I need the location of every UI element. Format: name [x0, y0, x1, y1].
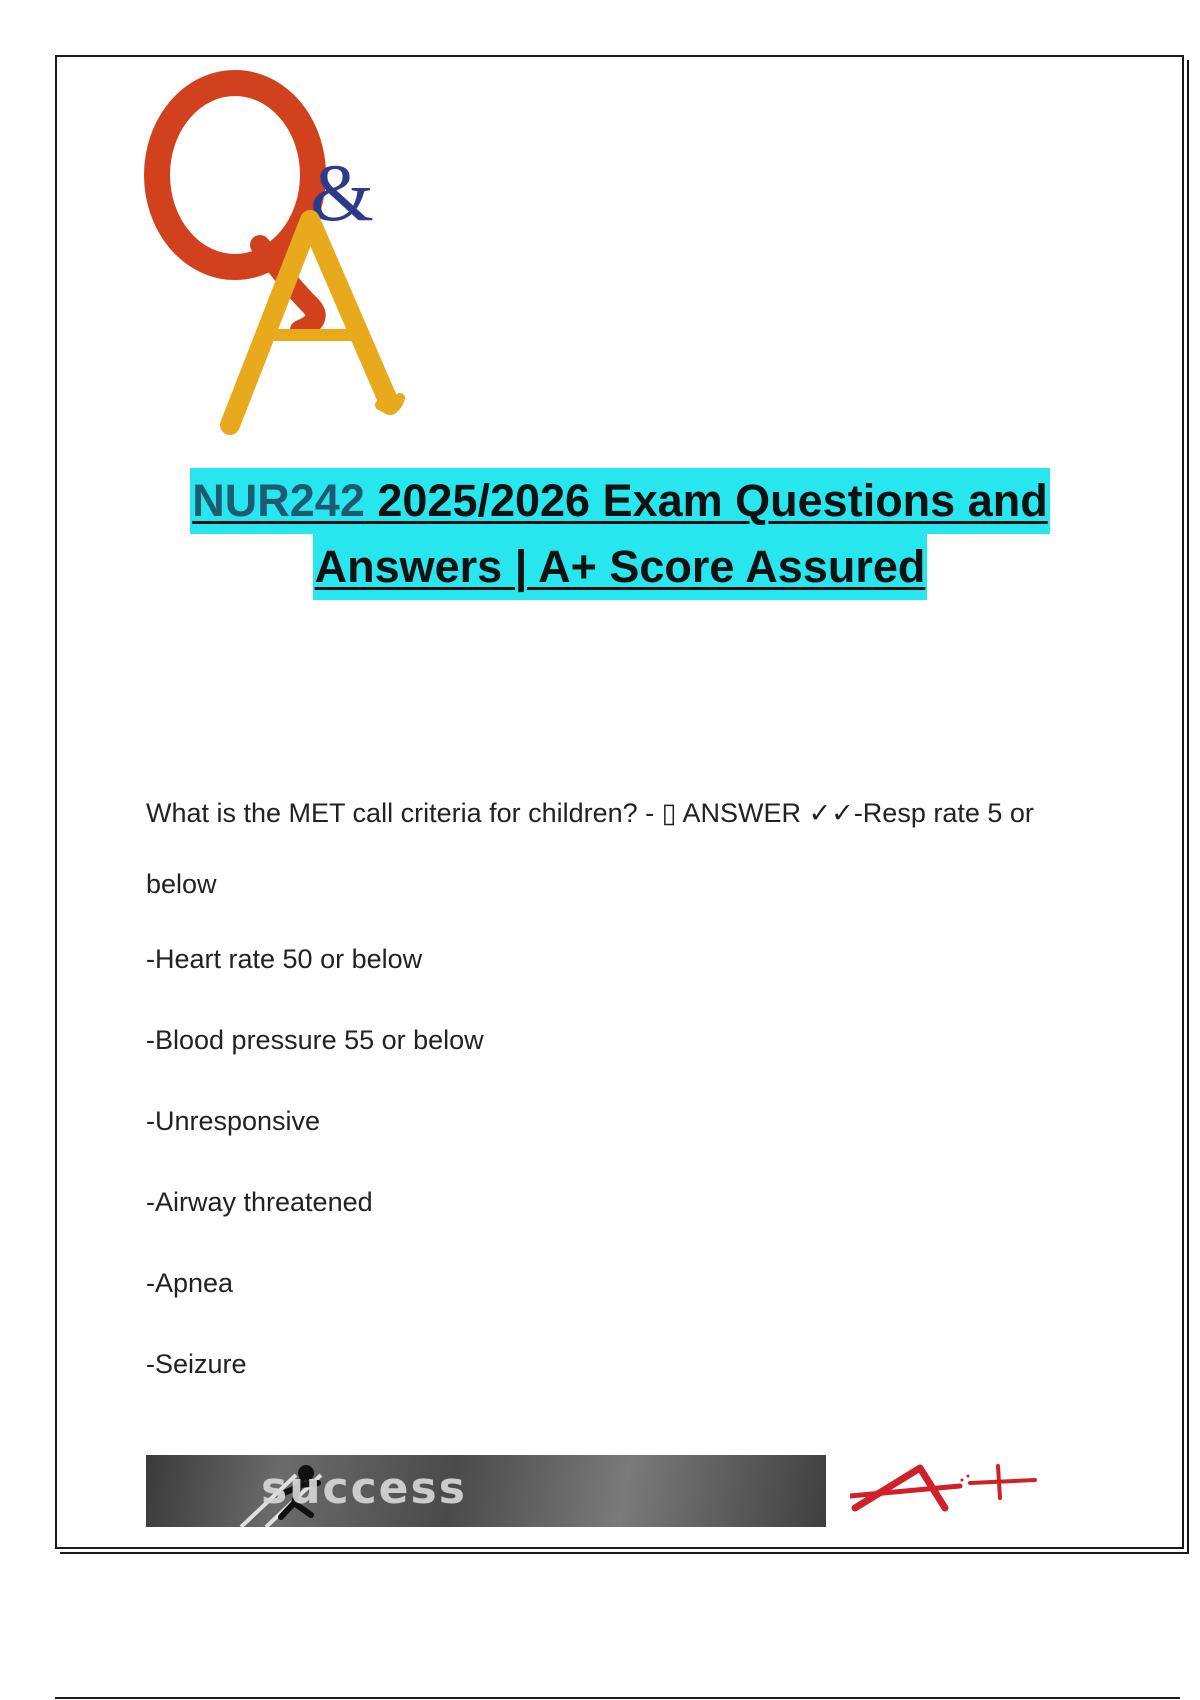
logo-ampersand: &: [310, 147, 374, 238]
answer-item: -Airway threatened: [146, 1187, 373, 1217]
document-title: [60, 468, 1180, 600]
qa-logo: [140, 70, 440, 470]
title-line-2: Answers | A+ Score Assured: [313, 534, 928, 600]
title-line-1-text: 2025/2026 Exam Questions and: [364, 475, 1048, 526]
answer-first-item: -Resp rate 5 or below: [146, 798, 1034, 899]
answer-item: -Unresponsive: [146, 1106, 321, 1136]
success-banner-image: [146, 1455, 826, 1527]
double-check-icon: ✓✓: [808, 798, 854, 829]
answer-item: -Seizure: [146, 1349, 247, 1379]
banner-decoration: [146, 1455, 826, 1527]
banner-word: success: [261, 1463, 467, 1514]
footer-rule: [55, 1697, 1180, 1699]
course-code: NUR242: [192, 475, 365, 526]
a-plus-badge-icon: [850, 1458, 1040, 1518]
answer-item: -Heart rate 50 or below: [146, 944, 423, 974]
missing-glyph-icon: ▯: [661, 798, 677, 828]
question-prompt: [146, 778, 1106, 919]
title-line-1: [190, 468, 1049, 534]
answer-label: ANSWER: [676, 798, 809, 828]
question-text: What is the MET call criteria for children? -: [146, 798, 662, 828]
answer-item: -Apnea: [146, 1268, 234, 1298]
question-section: [146, 778, 1106, 1405]
answer-item: -Blood pressure 55 or below: [146, 1025, 484, 1055]
